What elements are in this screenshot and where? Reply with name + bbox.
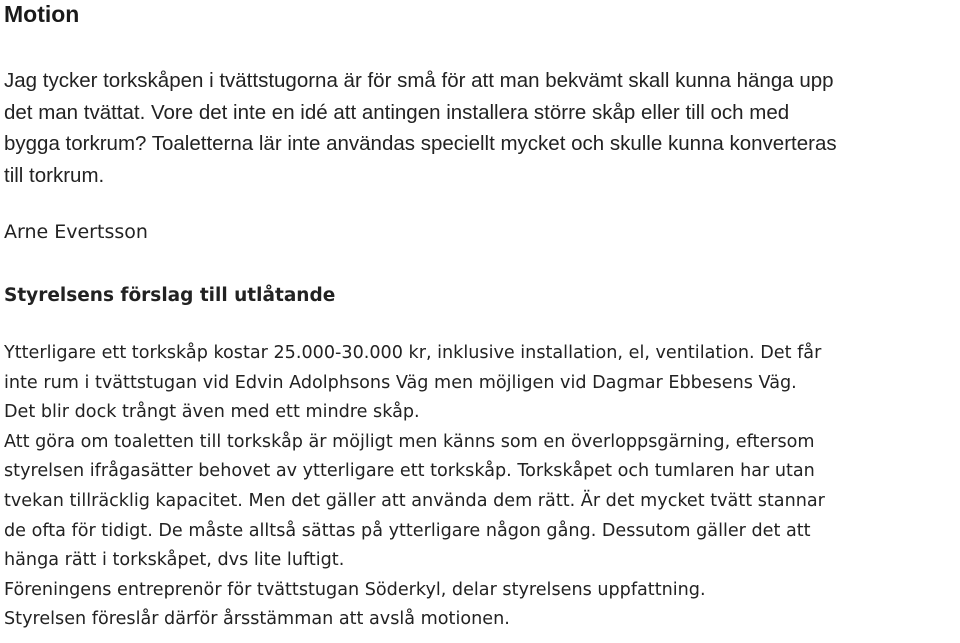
motion-line: bygga torkrum? Toaletterna lär inte användas speciellt mycket och skulle kunna konverteras <box>4 132 837 155</box>
board-line: Det blir dock trångt även med ett mindre skåp. <box>4 402 420 423</box>
board-heading: Styrelsens förslag till utlåtande <box>4 285 336 306</box>
board-line: Att göra om toaletten till torkskåp är möjligt men känns som en överloppsgärning, eftersom <box>4 431 815 452</box>
author-name: Arne Evertsson <box>4 221 148 243</box>
motion-body <box>4 65 959 191</box>
board-line: styrelsen ifrågasätter behovet av ytterligare ett torkskåp. Torkskåpet och tumlaren har utan <box>4 461 815 482</box>
board-line: hänga rätt i torkskåpet, dvs lite luftigt. <box>4 550 345 571</box>
board-line: Föreningens entreprenör för tvättstugan Söderkyl, delar styrelsens uppfattning. <box>4 579 706 600</box>
board-line: Styrelsen föreslår därför årsstämman att avslå motionen. <box>4 609 510 630</box>
page-title: Motion <box>4 1 80 27</box>
board-line: inte rum i tvättstugan vid Edvin Adolphsons Väg men möjligen vid Dagmar Ebbesens Väg. <box>4 372 797 393</box>
board-line: Ytterligare ett torkskåp kostar 25.000-30.000 kr, inklusive installation, el, ventilation. Det får <box>4 343 822 363</box>
board-body <box>4 339 825 635</box>
motion-line: det man tvättat. Vore det inte en idé att antingen installera större skåp eller till och med <box>4 100 790 124</box>
motion-line: Jag tycker torkskåpen i tvättstugorna är för små för att man bekvämt skall kunna hänga upp <box>4 69 834 92</box>
motion-line: till torkrum. <box>4 163 105 187</box>
board-line: tvekan tillräcklig kapacitet. Men det gäller att använda dem rätt. Är det mycket tvätt stannar <box>4 490 825 511</box>
board-line: de ofta för tidigt. De måste alltså sättas på ytterligare någon gång. Dessutom gäller det att <box>4 520 811 541</box>
